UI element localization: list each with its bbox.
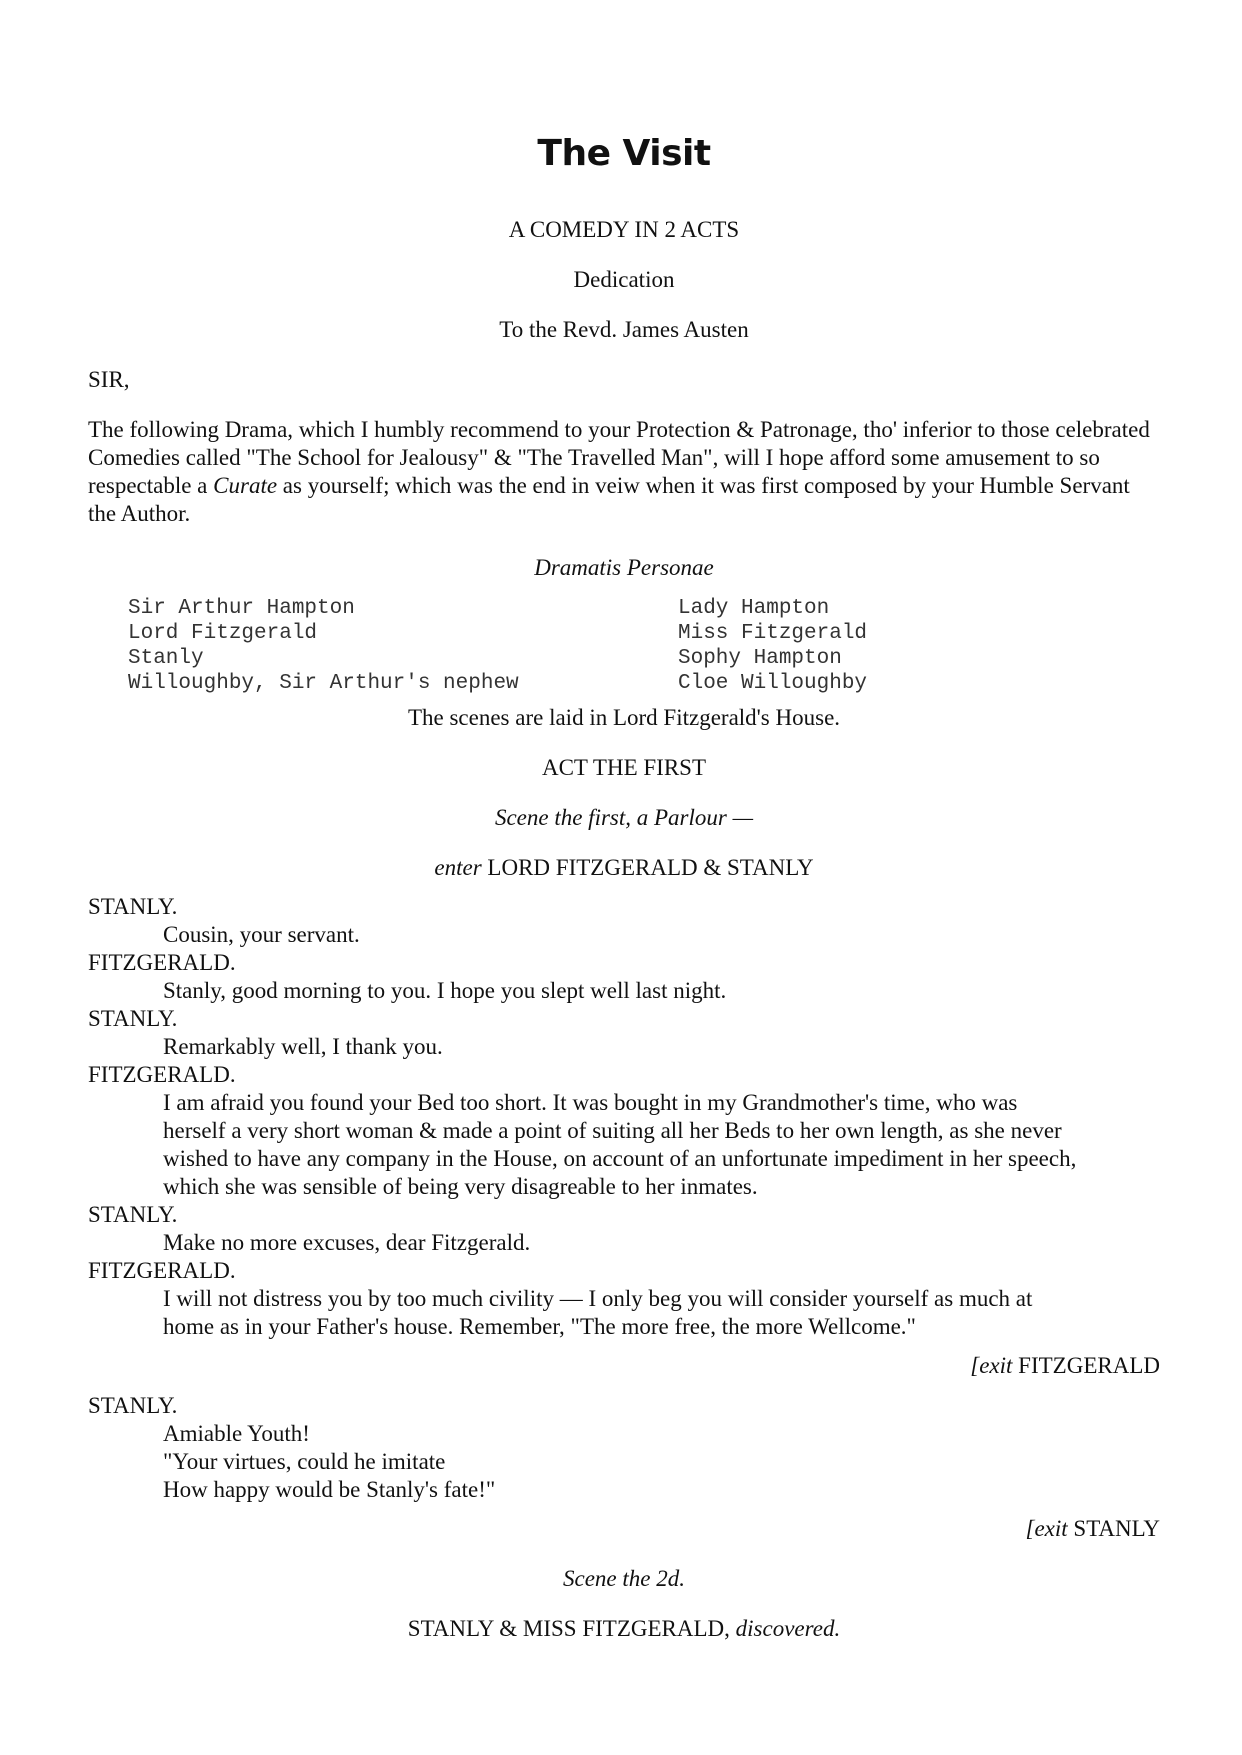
speech-line: wished to have any company in the House, on account of an unfortunate impediment in her speech, [163,1146,1077,1171]
cast-women-column [678,596,867,696]
dedication-emphasis: Curate [213,473,278,498]
stage-direction-exit [1026,1515,1160,1543]
cast-member: Lady Hampton [678,597,830,620]
cast-member: Miss Fitzgerald [678,622,868,645]
cast-member: Willoughby, Sir Arthur's nephew [128,672,519,695]
scene1-heading: Scene the first, a Parlour — [494,805,754,830]
cast-member: Sir Arthur Hampton [128,597,355,620]
speaker-name: FITZGERALD. [88,1062,236,1087]
speech-line: herself a very short woman & made a point of suiting all her Beds to her own length, as she never [163,1118,1062,1143]
speech-line: Stanly, good morning to you. I hope you slept well last night. [163,978,727,1003]
dedication-text-part2: as yourself; which was the end in veiw when it was first composed by your Humble Servant the Author. [88,473,1130,526]
cast-men-column [128,596,519,696]
exit-name: FITZGERALD [1012,1353,1160,1378]
scene2-heading: Scene the 2d. [563,1566,685,1591]
cast-member: Cloe Willoughby [678,672,868,695]
play-title: The Visit [537,133,711,174]
speech-line: Amiable Youth! [163,1421,310,1446]
dedication-heading: Dedication [573,267,675,292]
cast-member: Lord Fitzgerald [128,622,318,645]
dramatis-personae-heading: Dramatis Personae [534,555,714,580]
speaker-name: STANLY. [88,1006,178,1031]
speaker-name: STANLY. [88,1393,178,1418]
speaker-name: STANLY. [88,894,178,919]
speaker-name: FITZGERALD. [88,950,236,975]
speech-line: I will not distress you by too much civility — I only beg you will consider yourself as much at [163,1286,1033,1311]
act-heading: ACT THE FIRST [541,755,706,780]
speech-line: "Your virtues, could he imitate [163,1449,446,1474]
salutation: SIR, [88,367,130,392]
speaker-name: FITZGERALD. [88,1258,236,1283]
exit-verb: [exit [1025,1516,1068,1541]
enter-verb: enter [434,855,482,880]
speech-line: Remarkably well, I thank you. [163,1034,443,1059]
dedication-text-part1: The following Drama, which I humbly recommend to your Protection & Patronage, tho' inferior to those celebrated Comedies called "The School for Jealousy" & "The Travelled Man", will I hope afford some amusement to so respectable a [88,417,1150,498]
stage-direction-enter [88,854,1160,882]
enter-names: LORD FITZGERALD & STANLY [481,855,814,880]
exit-name: STANLY [1067,1516,1160,1541]
stage-direction-exit [970,1352,1160,1380]
cast-member: Stanly [128,647,204,670]
speech-line: I am afraid you found your Bed too short. It was bought in my Grandmother's time, who was [163,1090,1018,1115]
speech-line: Make no more excuses, dear Fitzgerald. [163,1230,531,1255]
dedication-paragraph [88,416,1160,528]
scene-setting: The scenes are laid in Lord Fitzgerald's House. [407,705,841,730]
play-subtitle: A COMEDY IN 2 ACTS [508,217,740,242]
speech-line: home as in your Father's house. Remember, "The more free, the more Wellcome." [163,1314,916,1339]
discovered-names: STANLY & MISS FITZGERALD, [407,1616,736,1641]
speech-line: which she was sensible of being very disagreable to her inmates. [163,1174,758,1199]
cast-member: Sophy Hampton [678,647,842,670]
stage-direction-discovered [88,1615,1160,1643]
speaker-name: STANLY. [88,1202,178,1227]
speech-line: How happy would be Stanly's fate!" [163,1477,496,1502]
exit-verb: [exit [970,1353,1013,1378]
speech-line: Cousin, your servant. [163,922,360,947]
discovered-verb: discovered. [735,1616,841,1641]
dedication-recipient: To the Revd. James Austen [499,317,749,342]
